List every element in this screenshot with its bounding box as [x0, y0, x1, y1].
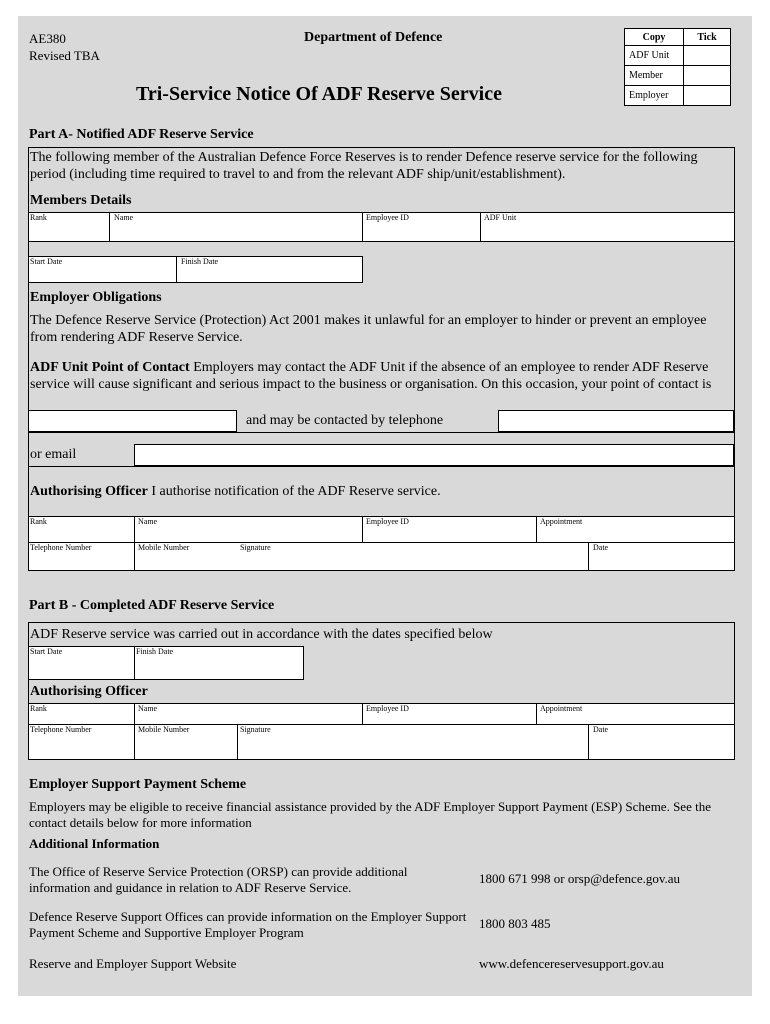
- adf-unit-label: ADF Unit: [484, 213, 517, 222]
- part-b-start-date-label: Start Date: [30, 647, 63, 656]
- start-date-label: Start Date: [30, 257, 63, 266]
- part-b-telephone-field[interactable]: [30, 736, 133, 758]
- auth-signature-field[interactable]: [238, 554, 587, 569]
- rank-field[interactable]: [30, 224, 108, 240]
- form-page: [18, 16, 752, 996]
- part-b-intro: ADF Reserve service was carried out in accordance with the dates specified below: [30, 627, 493, 642]
- part-b-finish-date-field[interactable]: [136, 658, 302, 678]
- telephone-text: and may be contacted by telephone: [246, 413, 444, 428]
- poc-email-input[interactable]: [134, 444, 734, 466]
- part-b-employee-id-label: Employee ID: [366, 704, 409, 713]
- part-b-heading: Part B - Completed ADF Reserve Service: [29, 598, 275, 613]
- auth-heading: Authorising Officer: [30, 484, 148, 499]
- name-label: Name: [114, 213, 134, 222]
- finish-date-label: Finish Date: [181, 257, 219, 266]
- copy-table: [624, 28, 731, 106]
- auth-mobile-label: Mobile Number: [138, 543, 190, 552]
- poc-heading: ADF Unit Point of Contact: [30, 360, 190, 375]
- email-text: or email: [30, 447, 77, 462]
- orsp-description: The Office of Reserve Service Protection (ORSP) can provide additional information and guidance in relation to ADF Reserve Service.: [29, 864, 408, 895]
- esp-heading: Employer Support Payment Scheme: [29, 777, 247, 792]
- department-name: Department of Defence: [304, 30, 443, 45]
- part-b-date-field[interactable]: [590, 736, 733, 758]
- auth-date-label: Date: [593, 543, 609, 552]
- part-b-rank-label: Rank: [30, 704, 47, 713]
- drso-contact[interactable]: 1800 803 485: [479, 916, 551, 931]
- auth-name-field[interactable]: [136, 527, 361, 541]
- part-a-heading: Part A- Notified ADF Reserve Service: [29, 127, 254, 142]
- copy-row-member: Member: [625, 66, 684, 86]
- auth-mobile-field[interactable]: [136, 554, 236, 569]
- tick-header: Tick: [684, 29, 731, 46]
- part-b-rank-field[interactable]: [30, 713, 133, 723]
- form-code: AE380: [29, 31, 66, 46]
- auth-signature-label: Signature: [240, 543, 271, 552]
- part-b-date-label: Date: [593, 725, 609, 734]
- auth-name-label: Name: [138, 517, 158, 526]
- members-details-heading: Members Details: [30, 193, 132, 208]
- tick-member[interactable]: [684, 66, 731, 86]
- part-b-mobile-field[interactable]: [136, 736, 236, 758]
- form-revision: Revised TBA: [29, 48, 100, 63]
- part-b-auth-heading: Authorising Officer: [30, 684, 148, 699]
- poc-name-input[interactable]: [28, 410, 237, 432]
- part-b-mobile-label: Mobile Number: [138, 725, 190, 734]
- orsp-contact[interactable]: 1800 671 998 or orsp@defence.gov.au: [479, 871, 681, 886]
- auth-employee-id-field[interactable]: [364, 527, 535, 541]
- employer-obligations-text: The Defence Reserve Service (Protection) Act 2001 makes it unlawful for an employer to hinder or prevent an employee from rendering ADF Reserve Service.: [30, 313, 707, 345]
- part-b-appointment-field[interactable]: [538, 713, 733, 723]
- copy-header: Copy: [625, 29, 684, 46]
- tick-adf-unit[interactable]: [684, 46, 731, 66]
- start-date-field[interactable]: [30, 267, 174, 281]
- adf-unit-field[interactable]: [482, 224, 732, 240]
- employee-id-label: Employee ID: [366, 213, 409, 222]
- employee-id-field[interactable]: [364, 224, 479, 240]
- copy-row-employer: Employer: [625, 86, 684, 106]
- part-b-finish-date-label: Finish Date: [136, 647, 174, 656]
- additional-info-heading: Additional Information: [29, 836, 160, 851]
- auth-rank-field[interactable]: [30, 527, 133, 541]
- auth-appointment-field[interactable]: [538, 527, 733, 541]
- poc-paragraph: [30, 359, 734, 393]
- auth-date-field[interactable]: [590, 554, 733, 569]
- part-a-intro: The following member of the Australian Defence Force Reserves is to render Defence reserve service for the following period (including time required to travel to and from the relevant ADF ship/unit/establishment).: [30, 150, 698, 182]
- name-field[interactable]: [111, 224, 361, 240]
- website-link[interactable]: www.defencereservesupport.gov.au: [479, 956, 664, 971]
- auth-telephone-label: Telephone Number: [30, 543, 92, 552]
- part-b-start-date-field[interactable]: [30, 658, 133, 678]
- part-b-signature-label: Signature: [240, 725, 271, 734]
- website-description: Reserve and Employer Support Website: [29, 956, 237, 971]
- auth-paragraph: [30, 484, 441, 500]
- esp-text: Employers may be eligible to receive financial assistance provided by the ADF Employer Support Payment (ESP) Scheme. See the contact details below for more information: [29, 799, 711, 830]
- tick-employer[interactable]: [684, 86, 731, 106]
- auth-text: I authorise notification of the ADF Reserve service.: [147, 484, 441, 499]
- drso-description: Defence Reserve Support Offices can provide information on the Employer Support Payment Scheme and Supportive Employer Program: [29, 909, 467, 940]
- part-b-signature-field[interactable]: [239, 736, 587, 758]
- part-b-name-label: Name: [138, 704, 158, 713]
- part-b-employee-id-field[interactable]: [364, 713, 535, 723]
- part-b-telephone-label: Telephone Number: [30, 725, 92, 734]
- form-title: Tri-Service Notice Of ADF Reserve Service: [136, 83, 502, 105]
- auth-employee-id-label: Employee ID: [366, 517, 409, 526]
- employer-obligations-heading: Employer Obligations: [30, 290, 162, 305]
- part-b-name-field[interactable]: [136, 713, 361, 723]
- copy-row-adf-unit: ADF Unit: [625, 46, 684, 66]
- part-b-appointment-label: Appointment: [540, 704, 583, 713]
- auth-telephone-field[interactable]: [30, 554, 133, 569]
- auth-appointment-label: Appointment: [540, 517, 583, 526]
- auth-rank-label: Rank: [30, 517, 47, 526]
- finish-date-field[interactable]: [178, 267, 361, 281]
- poc-telephone-input[interactable]: [498, 410, 734, 432]
- poc-text: Employers may contact the ADF Unit if the absence of an employee to render ADF Reserve service will cause significant and serious impact to the business or organisation. On this occasion, your point of contact is: [30, 360, 712, 392]
- rank-label: Rank: [30, 213, 47, 222]
